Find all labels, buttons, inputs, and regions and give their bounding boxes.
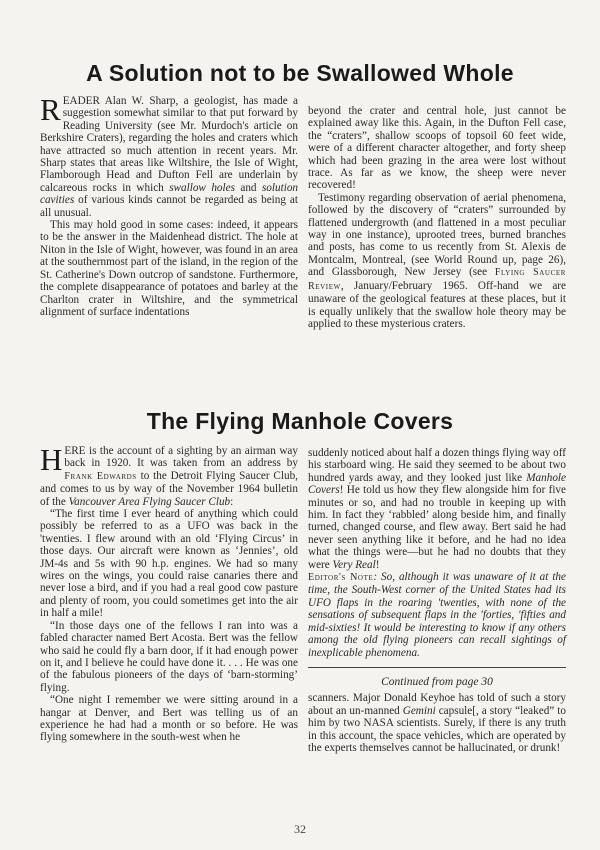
article1-paragraph-1: READER Alan W. Sharp, a geologist, has made a suggestion somewhat similar to that put forward by Reading University (see Mr. Murdoch's article on Berkshire Craters), regarding the holes and craters which have attracted so much attention in recent years. Mr. Sharp states that areas like Wiltshire, the Isle of Wight, Flamborough Head and Dufton Fell are underlain by calcareous rocks in which swallow holes and solution cavities of various kinds cannot be regarded as being at all unusual. xyxy=(40,92,299,219)
drop-cap: R xyxy=(40,92,61,127)
article2-right-column xyxy=(308,447,566,754)
article2-paragraph-2: “The first time I ever heard of anything which could possibly be referred to as a UFO was back in the 'twenties. I flew around with an old ‘Flying Circus’ in those days. Our aircraft were known as ‘Jennies’, old JM-4s and 5s with 90 h.p. engines. We had so many wires on the wings, you could raise canaries there and never lose a bird, and if you had a real good cow pasture and plenty of room, you could sometimes get into the air in half a mile! xyxy=(40,508,298,620)
article2-paragraph-4: “One night I remember we were sitting around in a hangar at Denver, and Bert was telling us of an experience he had had a month or so before. He was flying somewhere in the south-west when he xyxy=(40,694,298,744)
article2-paragraph-3: “In those days one of the fellows I ran into was a fabled character named Bert Acosta. Bert was the fellow who said he could fly a barn door, if it had enough power on it, and I believe he could have done it. . . . He was one of the fabulous pioneers of the days of ‘barn-storming’ flying. xyxy=(40,619,298,694)
page-number: 32 xyxy=(294,822,306,836)
publication-name: Flying Saucer Review xyxy=(308,267,566,292)
article1-left-column xyxy=(40,92,299,318)
article2-paragraph-1: HERE is the account of a sighting by an airman way back in 1920. It was taken from an address by Frank Edwards to the Detroit Flying Saucer Club, and comes to us by way of the November 1964 bulletin of the Vancouver Area Flying Saucer Club: xyxy=(40,442,298,508)
editors-note-label: Editor's Note xyxy=(308,572,374,584)
article-title-swallowed-whole: A Solution not to be Swallowed Whole xyxy=(86,60,514,86)
drop-cap: H xyxy=(40,442,63,477)
article2-left-column xyxy=(40,442,298,744)
editors-note: Editor's Note: So, although it was unaware of it at the time, the South-West corner of the United States had its UFO flaps in the roaring 'twenties, with none of the sensations of subsequent flaps in the 'forties, 'fifties and mid-sixties! It would be interesting to know if any others among the old flying pioneers can recall sightings of inexplicable phenomena. xyxy=(308,571,566,659)
section-divider xyxy=(308,667,566,668)
article1-paragraph-4: Testimony regarding observation of aerial phenomena, followed by the discovery of “craters” surrounded by flattened undergrowth (and flattened in a most peculiar way in one instance), uprooted trees, burned branches and posts, has come to us recently from St. Alexis de Montcalm, Montreal, (see World Round up, page 26), and Glassborough, New Jersey (see Flying Saucer Review, January/February 1965. Off-hand we are unaware of the geological features at these places, but it is equally unlikely that the swallow hole theory may be applied to these mysterious craters. xyxy=(308,191,566,330)
article1-right-column xyxy=(308,105,566,330)
article2-paragraph-5: suddenly noticed about half a dozen things flying way off his starboard wing. He said they seemed to be about two hundred yards away, and they looked just like Manhole Covers! He told us how they flew alongside him for five minutes or so, and had no trouble in keeping up with him. In fact they ‘rabbled’ along beside him, and finally turned, changed course, and flew away. Bert said he had never seen anything like it before, and he had no idea what the things were—but he had no doubts that they were Very Real! xyxy=(308,447,566,571)
continued-from-label: Continued from page 30 xyxy=(381,675,493,688)
article1-paragraph-2: This may hold good in some cases: indeed, it appears to be the answer in the Maidenhead district. The hole at Niton in the Isle of Wight, however, was found in an area at the southernmost part of the island, in the region of the St. Catherine's Down outcrop of sandstone. Furthermore, the complete disappearance of potatoes and barley at the Charlton crater in Wiltshire, and the symmetrical alignment of surface indentations xyxy=(40,219,298,318)
author-name: Frank Edwards xyxy=(64,470,137,482)
continued-paragraph: scanners. Major Donald Keyhoe has told of such a story about an un-manned Gemini capsule[, a story “leaked” to him by two NASA scientists. Surely, if there is any truth in this account, the space vehicles, which are operated by the experts themselves cannot be hallucinated, or drunk! xyxy=(308,692,566,754)
article1-paragraph-3: beyond the crater and central hole, just cannot be explained away like this. Again, in the Dufton Fell case, the “craters”, shallow scoops of topsoil 60 feet wide, were of a different character altogether, and forty sheep which had been grazing in the area were lost without trace. As far as we know, the sheep were never recovered! xyxy=(308,105,566,192)
article-title-flying-manhole-covers: The Flying Manhole Covers xyxy=(146,408,454,434)
